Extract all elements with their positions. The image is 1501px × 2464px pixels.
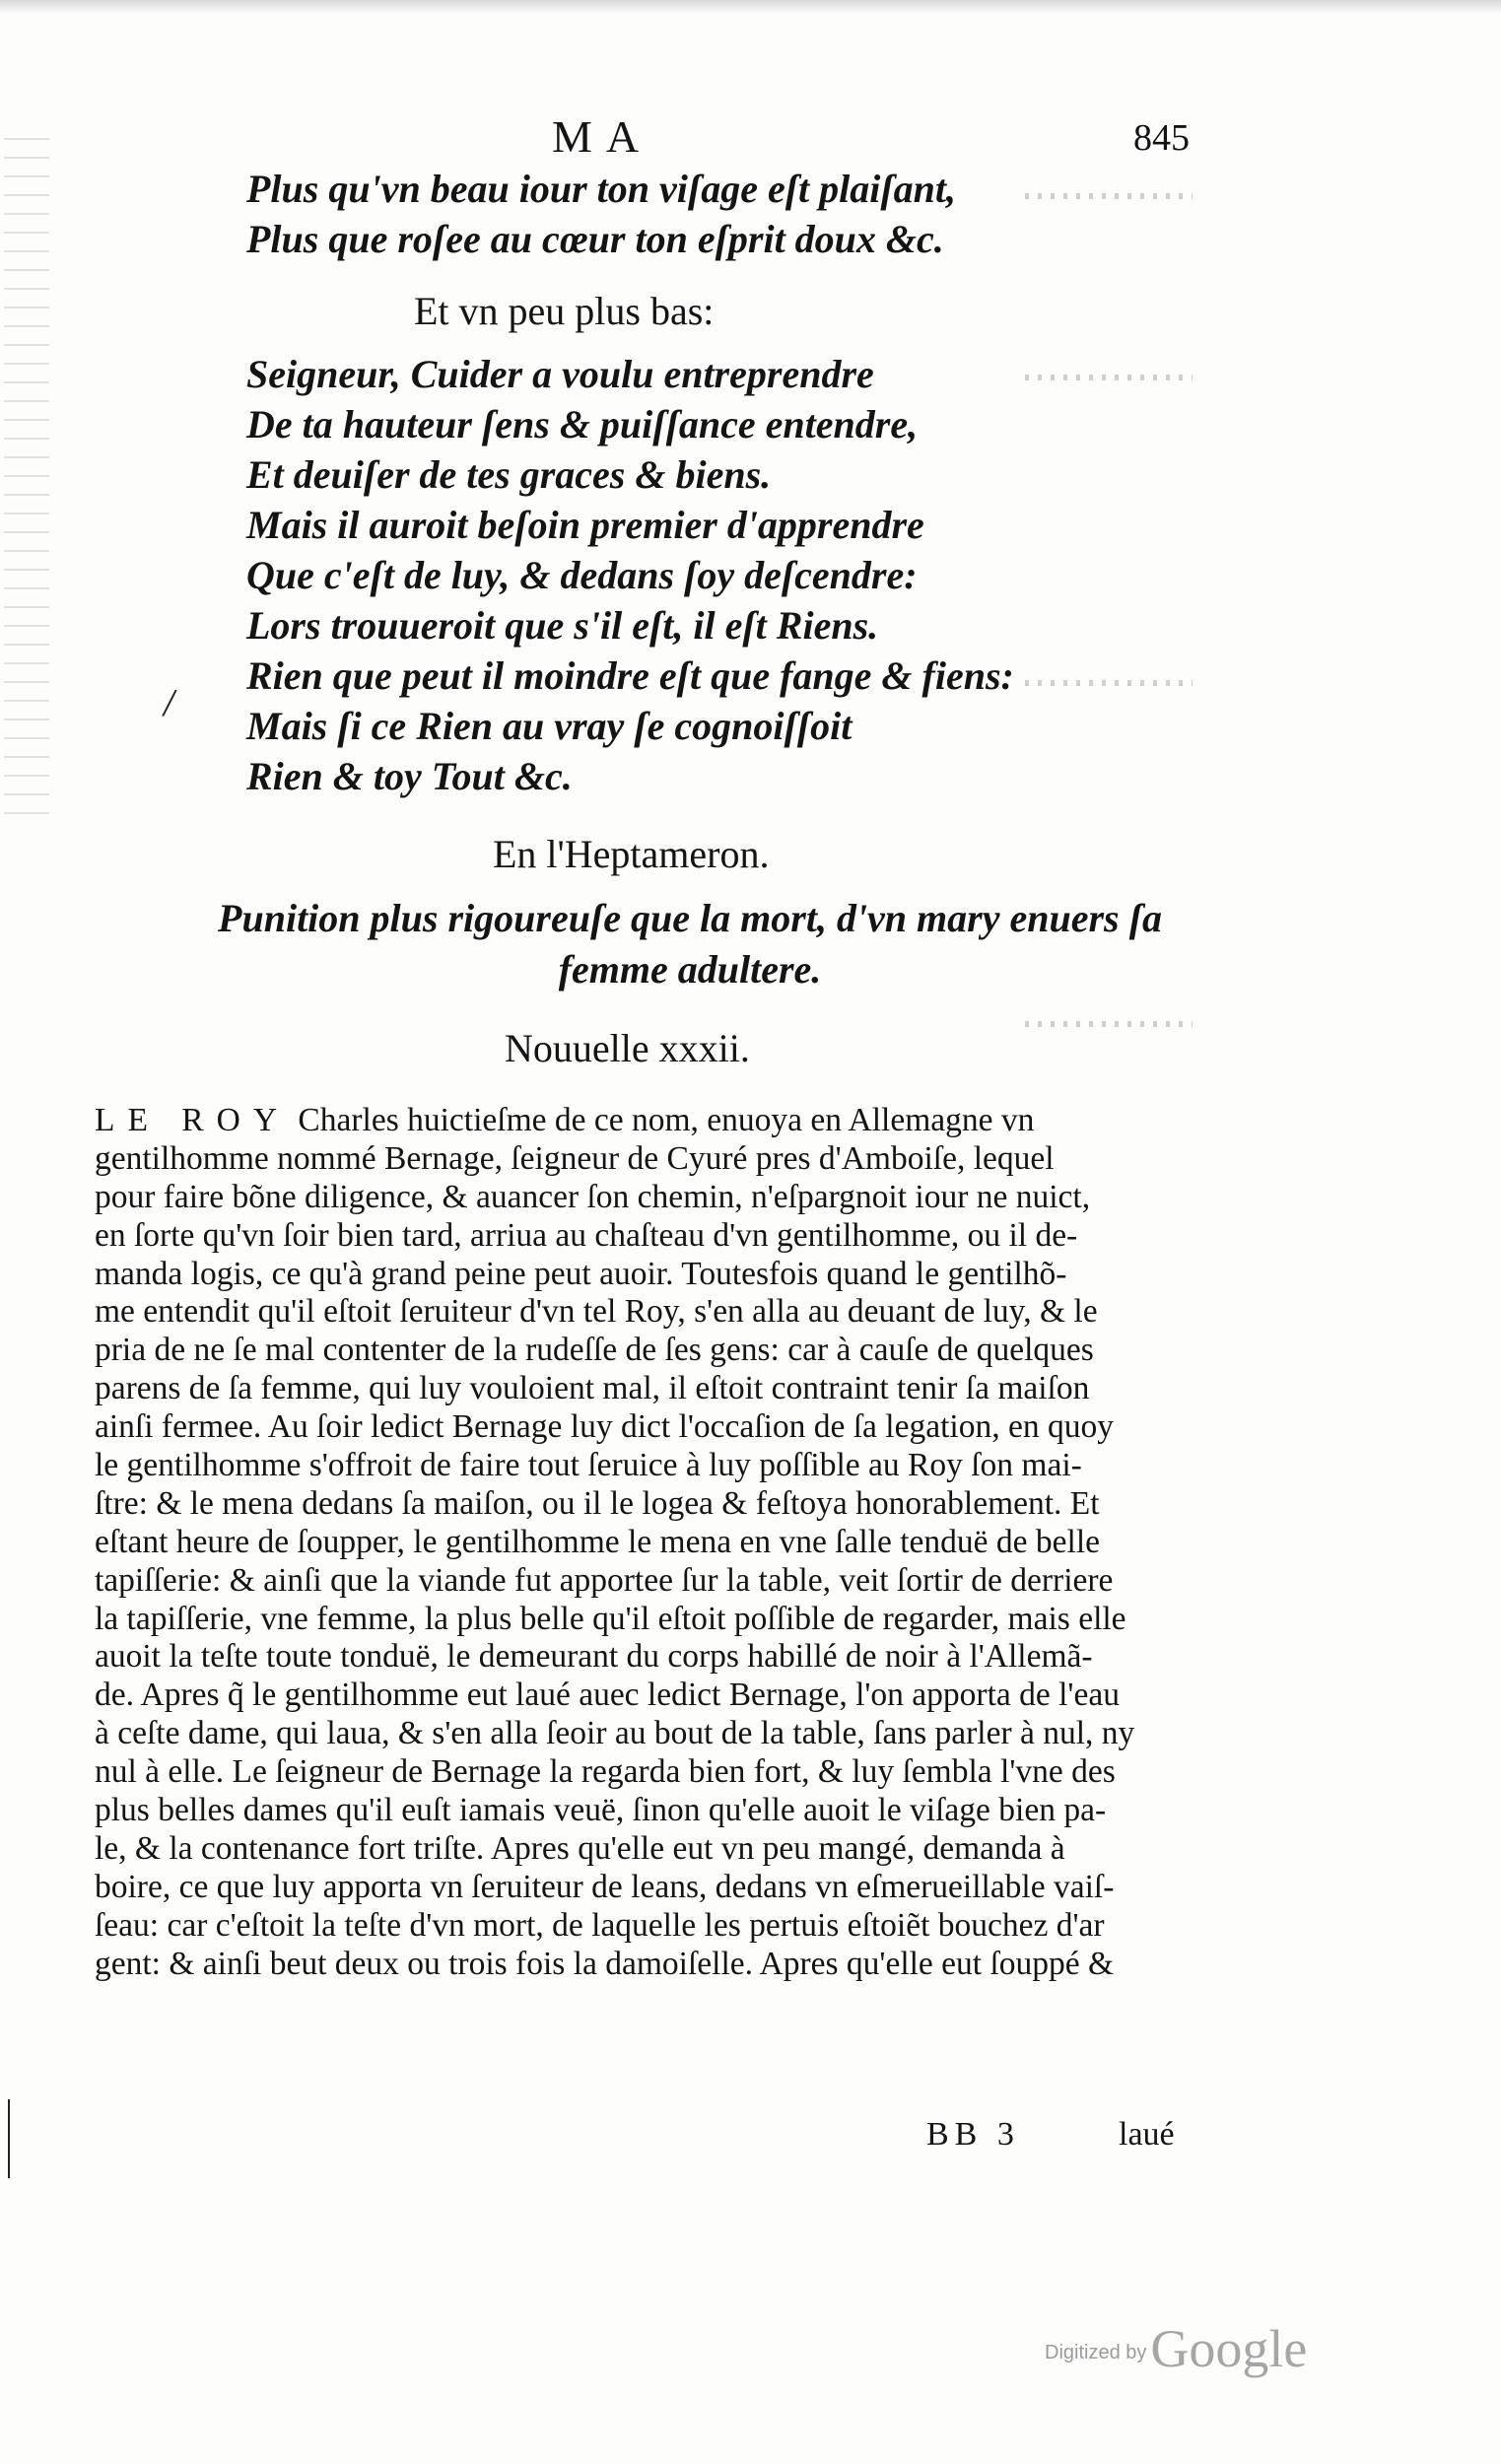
verse-line: Rien que peut il moindre eſt que fange & fiens: xyxy=(246,653,1014,698)
verse-line: Lors trouueroit que s'il eſt, il eſt Riens. xyxy=(246,603,879,648)
bleed-through-marks xyxy=(1025,193,1193,199)
bleed-through-marks xyxy=(1025,680,1193,686)
prose-line-text: Charles huictieſme de ce nom, enuoya en Allemagne vn xyxy=(290,1102,1035,1138)
prose-line: en ſorte qu'vn ſoir bien tard, arriua au chaſteau d'vn gentilhomme, ou il de- xyxy=(95,1216,1078,1254)
prose-line: plus belles dames qu'il euſt iamais veuë, ſinon qu'elle auoit le viſage bien pa- xyxy=(95,1792,1107,1829)
section-caption: Et vn peu plus bas: xyxy=(414,289,715,333)
prose-line: parens de ſa femme, qui luy vouloient mal, il eſtoit contraint tenir ſa maiſon xyxy=(95,1370,1090,1407)
nouvelle-heading: Nouuelle xxxii. xyxy=(505,1026,750,1070)
signature-mark: BB 3 xyxy=(926,2116,1020,2153)
prose-line: gentilhomme nommé Bernage, ſeigneur de Cyuré pres d'Amboiſe, lequel xyxy=(95,1139,1055,1177)
prose-line: eſtant heure de ſoupper, le gentilhomme le mena en vne ſalle tenduë de belle xyxy=(95,1523,1100,1560)
watermark-prefix: Digitized by xyxy=(1045,2342,1147,2363)
prose-line: tapiſſerie: & ainſi que la viande fut apportee ſur la table, veit ſortir de derriere xyxy=(95,1561,1114,1599)
prose-line: gent: & ainſi beut deux ou trois fois la damoiſelle. Apres qu'elle eut ſouppé & xyxy=(95,1945,1115,1982)
prose-line: manda logis, ce qu'à grand peine peut auoir. Toutesfois quand le gentilhõ- xyxy=(95,1255,1067,1292)
catchword: laué xyxy=(1119,2116,1175,2153)
verse-line: Plus que roſee au cœur ton eſprit doux &c. xyxy=(246,217,944,261)
prose-line: nul à elle. Le ſeigneur de Bernage la regarda bien fort, & luy ſembla l'vne des xyxy=(95,1753,1116,1791)
verse-line: Mais il auroit beſoin premier d'apprendre xyxy=(246,503,924,547)
prose-line: pria de ne ſe mal contenter de la rudeſſe de ſes gens: car à cauſe de quelques xyxy=(95,1332,1094,1369)
gutter-mark xyxy=(8,2099,10,2178)
margin-slash-mark: / xyxy=(160,680,178,727)
prose-line xyxy=(95,1102,1189,1140)
opening-words: LE ROY xyxy=(95,1102,291,1138)
prose-line: pour faire bõne diligence, & auancer ſon chemin, n'eſpargnoit iour ne nuict, xyxy=(95,1178,1091,1215)
verse-line: Que c'eſt de luy, & dedans ſoy deſcendre: xyxy=(246,553,918,597)
scan-edge-shadow xyxy=(0,0,1501,14)
verse-block-2 xyxy=(246,349,1014,801)
prose-line: boire, ce que luy apporta vn ſeruiteur de leans, dedans vn eſmerueillable vaiſ- xyxy=(95,1868,1115,1905)
running-head: MA xyxy=(552,111,653,162)
prose-line: de. Apres q̃ le gentilhomme eut laué auec ledict Bernage, l'on apporta de l'eau xyxy=(95,1677,1120,1714)
prose-line: ſtre: & le mena dedans ſa maiſon, ou il le logea & feſtoya honorablement. Et xyxy=(95,1484,1100,1522)
verse-line: Plus qu'vn beau iour ton viſage eſt plaiſant, xyxy=(246,167,957,211)
prose-line: la tapiſſerie, vne femme, la plus belle qu'il eſtoit poſſible de regarder, mais elle xyxy=(95,1600,1126,1637)
verse-line: De ta hauteur ſens & puiſſance entendre, xyxy=(246,402,919,446)
source-caption: En l'Heptameron. xyxy=(493,832,770,876)
prose-line: le, & la contenance fort triſte. Apres qu'elle eut vn peu mangé, demanda à xyxy=(95,1829,1065,1867)
prose-line: le gentilhomme s'offroit de faire tout ſeruice à luy poſſible au Roy ſon mai- xyxy=(95,1447,1082,1484)
google-logo: Google xyxy=(1150,2319,1308,2378)
verse-line: Mais ſi ce Rien au vray ſe cognoiſſoit xyxy=(246,704,853,748)
bleed-through-marks xyxy=(1025,375,1193,380)
prose-line: ainſi fermee. Au ſoir ledict Bernage luy dict l'occaſion de ſa legation, en quoy xyxy=(95,1408,1114,1446)
prose-line: à ceſte dame, qui laua, & s'en alla ſeoir au bout de la table, ſans parler à nul, ny xyxy=(95,1715,1135,1752)
page-number: 845 xyxy=(1133,117,1190,159)
story-title: Punition plus rigoureuſe que la mort, d'vn mary enuers ſa femme adultere. xyxy=(218,896,1162,992)
bleed-through-marks xyxy=(1025,1021,1193,1027)
verse-line: Rien & toy Tout &c. xyxy=(246,754,573,798)
verse-line: Seigneur, Cuider a voulu entreprendre xyxy=(246,352,874,396)
bleed-through-marks xyxy=(4,138,49,828)
prose-line: auoit la teſte toute tonduë, le demeurant du corps habillé de noir à l'Allemã- xyxy=(95,1638,1093,1676)
digitization-watermark xyxy=(1045,2318,1307,2379)
verse-line: Et deuiſer de tes graces & biens. xyxy=(246,452,772,497)
prose-line: me entendit qu'il eſtoit ſeruiteur d'vn tel Roy, s'en alla au deuant de luy, & le xyxy=(95,1293,1098,1331)
prose-line: ſeau: car c'eſtoit la teſte d'vn mort, de laquelle les pertuis eſtoiẽt bouchez d'ar xyxy=(95,1906,1105,1944)
prose-body xyxy=(95,1102,1189,1983)
verse-block-1 xyxy=(246,164,956,264)
